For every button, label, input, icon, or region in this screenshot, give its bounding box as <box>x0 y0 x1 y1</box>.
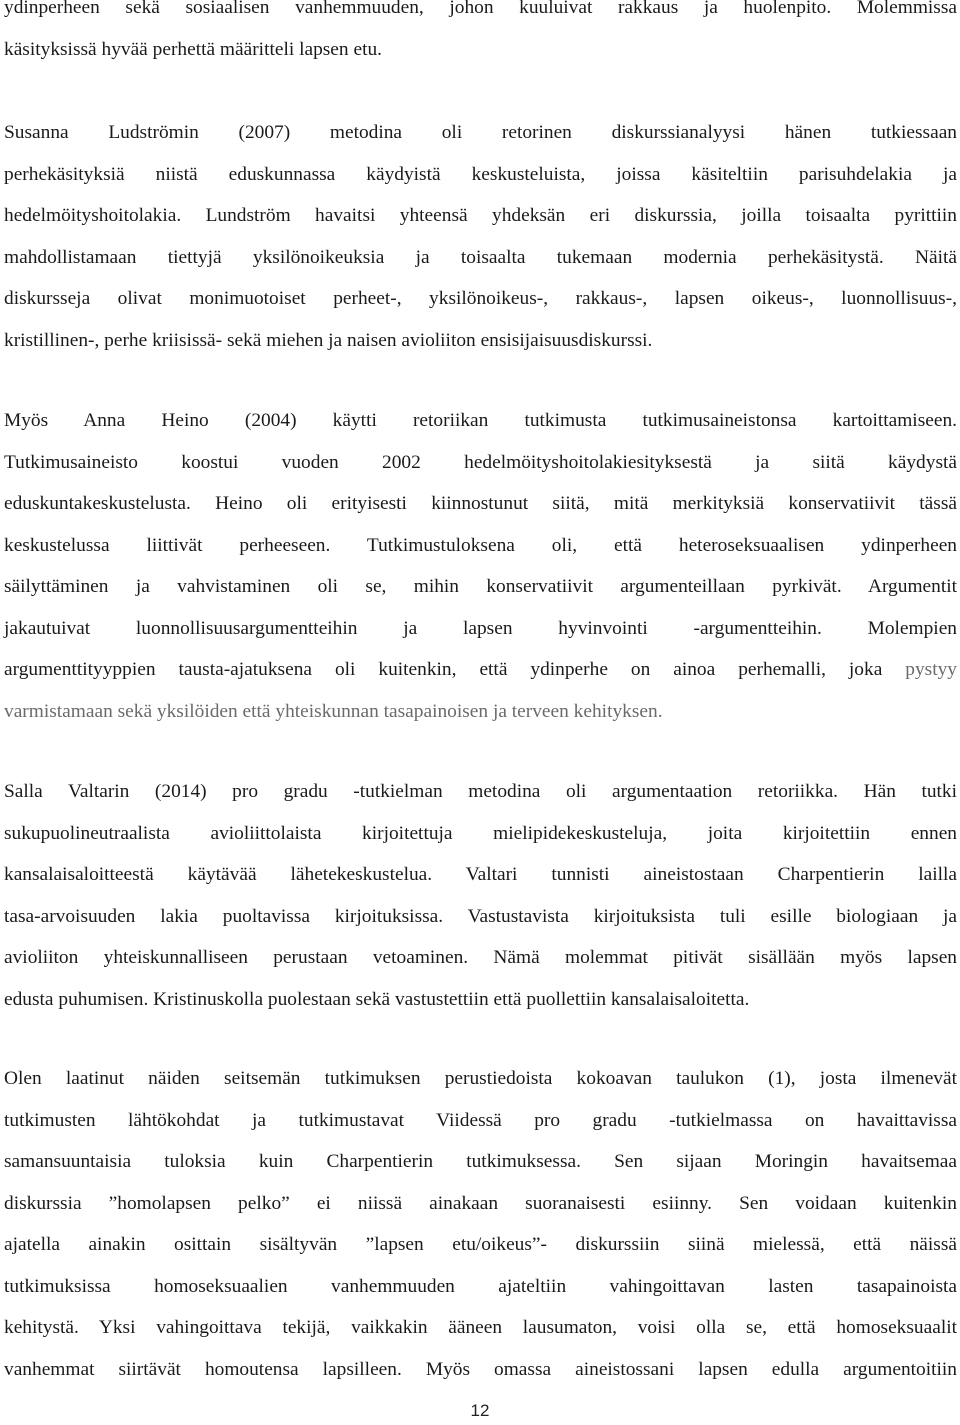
text-line <box>4 0 957 29</box>
text-line <box>4 1266 957 1308</box>
text-line <box>4 1058 957 1100</box>
paragraph <box>4 1058 957 1390</box>
line-text-gray: varmistamaan sekä yksilöiden että yhteiskunnan tasapainoisen ja terveen kehityksen. <box>4 700 663 722</box>
line-text: diskurssia ”homolapsen pelko” ei niissä ainakaan suoranaisesti esiinny. Sen voidaan kuitenkin <box>4 1192 957 1214</box>
text-line <box>4 442 957 484</box>
text-line <box>4 195 957 237</box>
text-line <box>4 278 957 320</box>
text-line <box>4 1307 957 1349</box>
line-text: jakautuivat luonnollisuusargumentteihin ja lapsen hyvinvointi -argumentteihin. Molempien <box>4 617 957 639</box>
line-text: Tutkimusaineisto koostui vuoden 2002 hedelmöityshoitolakiesityksestä ja siitä käydystä <box>4 451 957 473</box>
text-line <box>4 400 957 442</box>
line-text: tutkimuksissa homoseksuaalien vanhemmuuden ajateltiin vahingoittavan lasten tasapainoista <box>4 1275 957 1297</box>
line-text: ydinperheen sekä sosiaalisen vanhemmuuden, johon kuuluivat rakkaus ja huolenpito. Molemmissa <box>4 0 957 18</box>
line-text: diskursseja olivat monimuotoiset perheet-, yksilönoikeus-, rakkaus-, lapsen oikeus-, luonnollisuus-, <box>4 288 957 309</box>
line-text: käsityksissä hyvää perhettä määritteli lapsen etu. <box>4 38 382 60</box>
text-line <box>4 1100 957 1142</box>
text-line <box>4 483 957 525</box>
text-line <box>4 320 957 362</box>
text-line <box>4 854 957 896</box>
text-line <box>4 525 957 567</box>
line-text: keskustelussa liittivät perheeseen. Tutkimustuloksena oli, että heteroseksuaalisen ydinperheen <box>4 534 957 556</box>
text-line <box>4 29 957 71</box>
text-line <box>4 979 957 1021</box>
line-text: avioliiton yhteiskunnalliseen perustaan vetoaminen. Nämä molemmat pitivät sisällään myös lapsen <box>4 947 957 968</box>
text-line <box>4 566 957 608</box>
text-line <box>4 237 957 279</box>
line-text: argumenttityyppien tausta-ajatuksena oli kuitenkin, että ydinperhe on ainoa perhemalli, joka <box>4 659 906 680</box>
line-text: edusta puhumisen. Kristinuskolla puolestaan sekä vastustettiin että puollettiin kansalaisaloitetta. <box>4 988 750 1010</box>
paragraph <box>4 112 957 361</box>
text-line <box>4 1183 957 1225</box>
line-text: Susanna Ludströmin (2007) metodina oli retorinen diskurssianalyysi hänen tutkiessaan <box>4 122 957 143</box>
text-line <box>4 1349 957 1391</box>
line-text: perhekäsityksiä niistä eduskunnassa käydyistä keskusteluista, joissa käsiteltiin parisuhdelakia ja <box>4 163 957 185</box>
text-line <box>4 608 957 650</box>
text-line <box>4 937 957 979</box>
line-text: tasa-arvoisuuden lakia puoltavissa kirjoituksissa. Vastustavista kirjoituksista tuli esille biologiaan ja <box>4 905 957 927</box>
text-line <box>4 112 957 154</box>
text-line <box>4 1224 957 1266</box>
line-text: hedelmöityshoitolakia. Lundström havaitsi yhteensä yhdeksän eri diskurssia, joilla toisaalta pyrittiin <box>4 205 957 226</box>
line-text: Salla Valtarin (2014) pro gradu -tutkielman metodina oli argumentaation retoriikka. Hän tutki <box>4 781 957 802</box>
paragraph <box>4 400 957 732</box>
line-text: kristillinen-, perhe kriisissä- sekä miehen ja naisen avioliiton ensisijaisuusdiskurssi. <box>4 329 653 351</box>
paragraph <box>4 0 957 70</box>
text-line <box>4 896 957 938</box>
line-text: ajatella ainakin osittain sisältyvän ”lapsen etu/oikeus”- diskurssiin siinä mielessä, että näissä <box>4 1234 957 1255</box>
line-text-gray: pystyy <box>905 659 957 680</box>
line-text: kansalaisaloitteestä käytävää lähetekeskustelua. Valtari tunnisti aineistostaan Charpentierin lailla <box>4 864 957 885</box>
text-line <box>4 771 957 813</box>
text-line <box>4 691 957 733</box>
page-number: 12 <box>470 1401 490 1420</box>
line-text: samansuuntaisia tuloksia kuin Charpentierin tutkimuksessa. Sen sijaan Moringin havaitsemaa <box>4 1151 957 1172</box>
line-text: Myös Anna Heino (2004) käytti retoriikan tutkimusta tutkimusaineistonsa kartoittamiseen. <box>4 410 957 431</box>
text-line <box>4 154 957 196</box>
line-text: säilyttäminen ja vahvistaminen oli se, mihin konservatiivit argumenteillaan pyrkivät. Argumentit <box>4 576 957 597</box>
line-text: kehitystä. Yksi vahingoittava tekijä, vaikkakin ääneen lausumaton, voisi olla se, että homoseksuaalit <box>4 1317 957 1338</box>
line-text: tutkimusten lähtökohdat ja tutkimustavat Viidessä pro gradu -tutkielmassa on havaittavissa <box>4 1109 957 1131</box>
text-line <box>4 1141 957 1183</box>
line-text: sukupuolineutraalista avioliittolaista kirjoitettuja mielipidekeskusteluja, joita kirjoitettiin ennen <box>4 822 957 844</box>
text-line <box>4 649 957 691</box>
line-text: Olen laatinut näiden seitsemän tutkimuksen perustiedoista kokoavan taulukon (1), josta ilmenevät <box>4 1068 957 1089</box>
text-line <box>4 813 957 855</box>
line-text: vanhemmat siirtävät homoutensa lapsilleen. Myös omassa aineistossani lapsen edulla argumentoitiin <box>4 1358 957 1380</box>
line-text: mahdollistamaan tiettyjä yksilönoikeuksia ja toisaalta tukemaan modernia perhekäsitystä. Näitä <box>4 246 957 268</box>
line-text: eduskuntakeskustelusta. Heino oli erityisesti kiinnostunut siitä, mitä merkityksiä konservatiivit tässä <box>4 493 957 514</box>
paragraph <box>4 771 957 1020</box>
